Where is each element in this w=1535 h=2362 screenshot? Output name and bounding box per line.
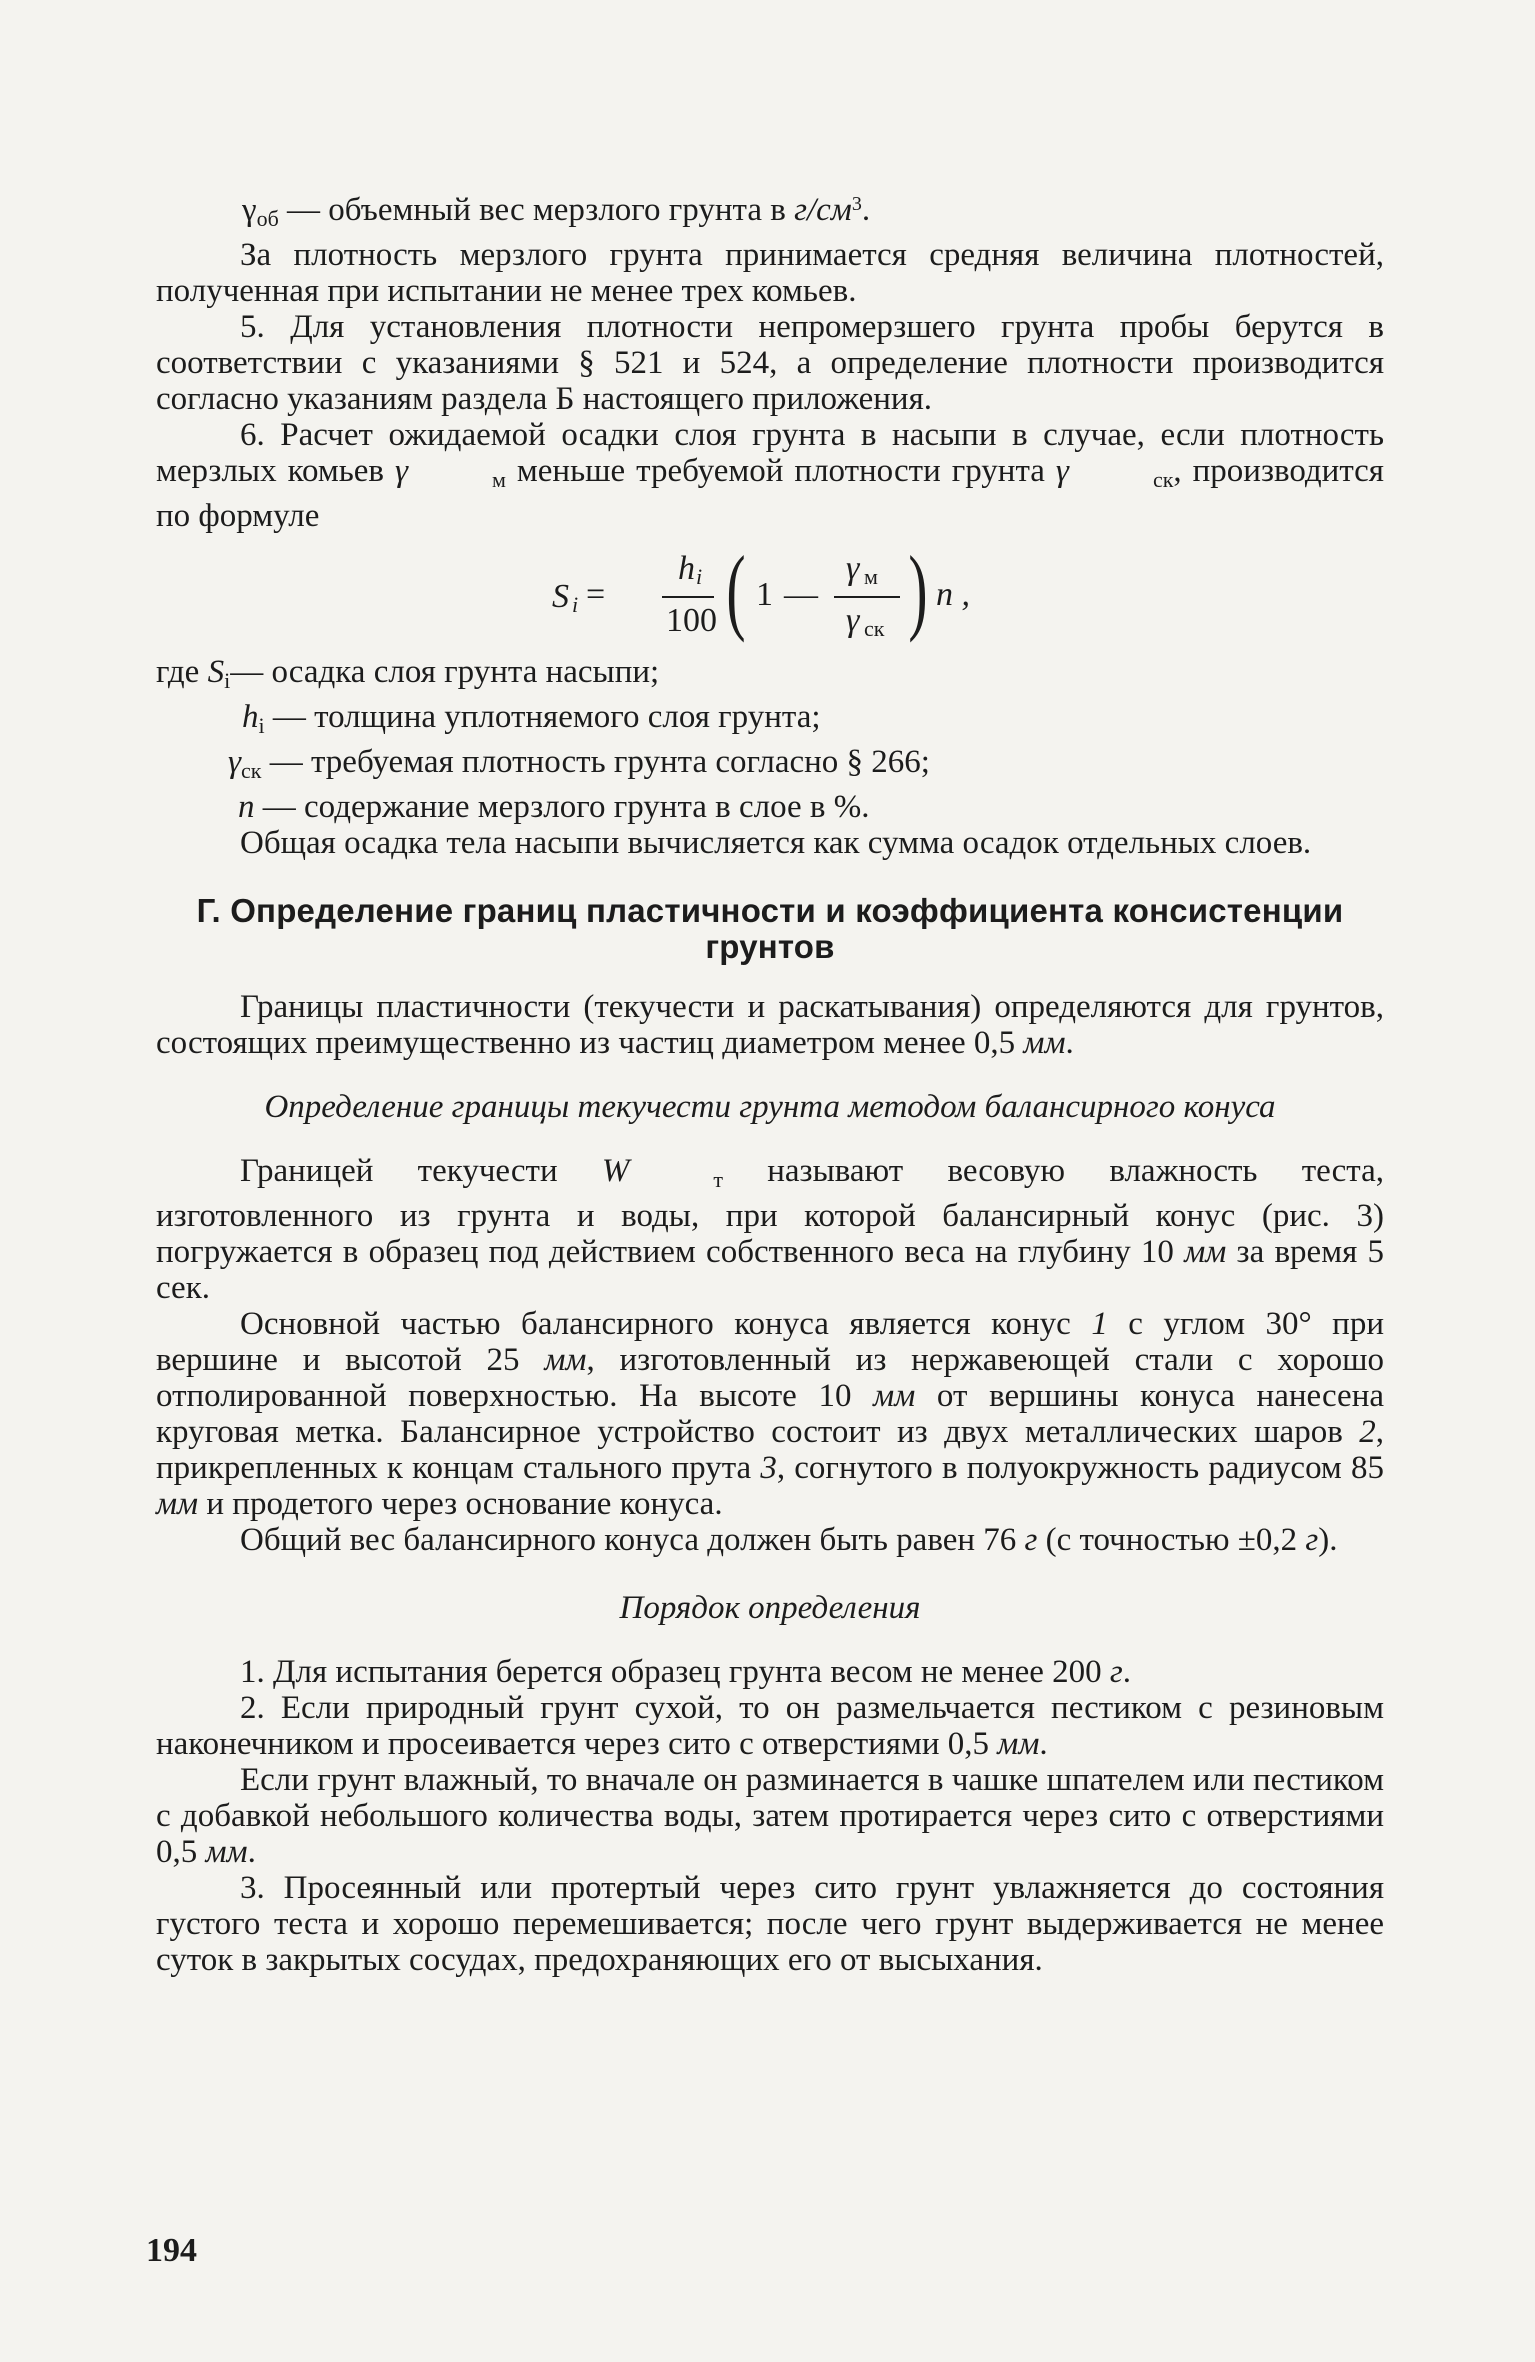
step-1-paragraph: 1. Для испытания берется образец грунта весом не менее 200 г. (240, 1654, 1132, 1690)
wet-soil-paragraph: Если грунт влажный, то вначале он разминается в чашке шпателем или пестиком с добавкой небольшого количества воды, затем протирается через сито с отверстиями 0,5 мм. (156, 1762, 1384, 1870)
plasticity-limits-paragraph: Границы пластичности (текучести и раскатывания) определяются для грунтов, состоящих преимущественно из частиц диаметром менее 0,5 мм. (156, 989, 1384, 1061)
liquid-limit-paragraph: Границей текучести W т называют весовую влажность теста, изготовленного из грунта и воды, при которой балансирный конус (рис. 3) погружается в образец под действием собственного веса на глубину 10 мм за время 5 сек. (156, 1153, 1384, 1306)
cone-description-paragraph: Основной частью балансирного конуса является конус 1 с углом 30° при вершине и высотой 25 мм, изготовленный из нержавеющей стали с хорошо отполированной поверхностью. На высоте 10 мм от вершины конуса нанесена круговая метка. Балансирное устройство состоит из двух металлических шаров 2, прикрепленных к концам стального прута 3, согнутого в полуокружность радиусом 85 мм и продетого через основание конуса. (156, 1306, 1385, 1522)
item-5-paragraph: 5. Для установления плотности непромерзшего грунта пробы берутся в соответствии с указаниями § 521 и 524, а определение плотности производится согласно указаниям раздела Б настоящего приложения. (156, 309, 1384, 417)
density-paragraph: За плотность мерзлого грунта принимается средняя величина плотностей, полученная при испытании не менее трех комьев. (156, 237, 1384, 309)
legend-row-si: где Si— осадка слоя грунта насыпи; (156, 654, 660, 693)
legend-row-gamma: γск — требуемая плотность грунта согласно § 266; (228, 744, 930, 783)
formula-legend (156, 654, 1384, 825)
text-block-main (156, 654, 1384, 1978)
fraction-bar-main (662, 596, 714, 598)
legend-row-hi: hi — толщина уплотняемого слоя грунта; (242, 699, 821, 738)
fraction-bar-gamma (834, 596, 900, 598)
page-number: 194 (146, 2232, 197, 2269)
step-2-paragraph: 2. Если природный грунт сухой, то он размельчается пестиком с резиновым наконечником и просеивается через сито с отверстиями 0,5 мм. (156, 1690, 1384, 1762)
gamma-definition: γоб — объемный вес мерзлого грунта в $г/см^3$. (242, 192, 871, 231)
legend-row-n: n — содержание мерзлого грунта в слое в %. (238, 789, 870, 825)
cone-weight-paragraph: Общий вес балансирного конуса должен быть равен 76 г (с точностью ±0,2 г). (240, 1522, 1338, 1558)
procedure-subheading: Порядок определения (619, 1590, 921, 1626)
settlement-formula: S i = h i 100 ( 1 — γ м γ ск ) n , (552, 536, 970, 643)
step-3-paragraph: 3. Просеянный или протертый через сито грунт увлажняется до состояния густого теста и хорошо перемешивается; после чего грунт выдерживается не менее суток в закрытых сосудах, предохраняющих его от высыхания. (156, 1870, 1384, 1978)
right-paren: ) (908, 536, 928, 643)
cone-method-subheading: Определение границы текучести грунта методом балансирного конуса (264, 1089, 1276, 1125)
section-heading: Г. Определение границ пластичности и коэффициента консистенции грунтов (196, 892, 1344, 965)
item-6-paragraph: 6. Расчет ожидаемой осадки слоя грунта в насыпи в случае, если плотность мерзлых комьев γ м меньше требуемой плотности грунта γ ск, производится по формуле (156, 417, 1384, 534)
left-paren: ( (726, 536, 746, 643)
total-settlement-paragraph: Общая осадка тела насыпи вычисляется как сумма осадок отдельных слоев. (240, 825, 1312, 861)
text-block-top (156, 186, 1384, 534)
